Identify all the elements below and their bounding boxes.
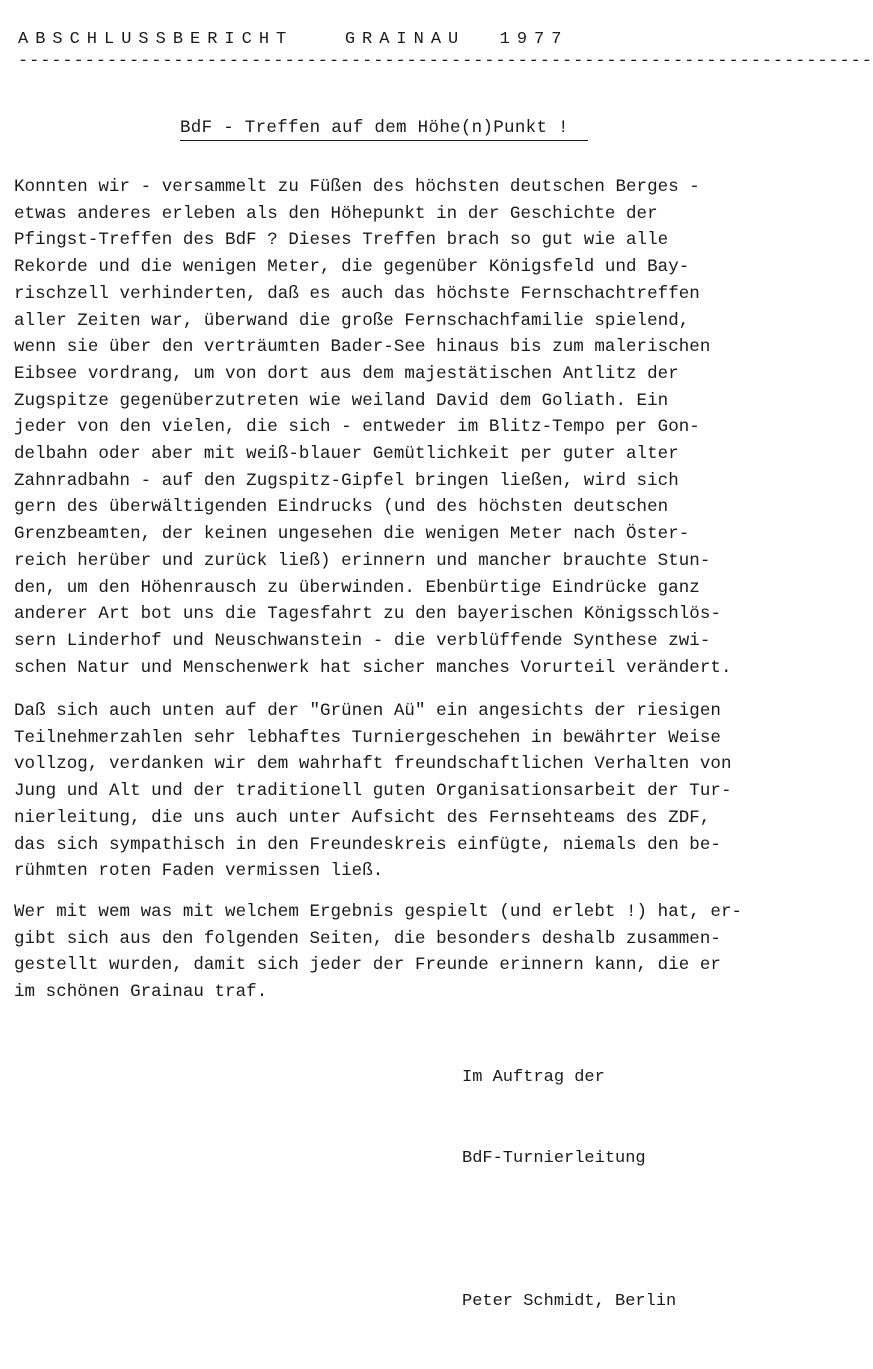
- signature-line-3: Peter Schmidt, Berlin: [462, 1292, 677, 1311]
- signature-line-1: Im Auftrag der: [462, 1068, 605, 1087]
- text-line: reich herüber und zurück ließ) erinnern und mancher brauchte Stun-: [14, 550, 711, 571]
- text-line: gestellt wurden, damit sich jeder der Freunde erinnern kann, die er: [14, 955, 721, 976]
- text-line: sern Linderhof und Neuschwanstein - die verblüffende Synthese zwi-: [14, 630, 711, 651]
- paragraph-3: [14, 899, 784, 1006]
- text-line: Zahnradbahn - auf den Zugspitz-Gipfel bringen ließen, wird sich: [14, 470, 679, 491]
- signature-line-2: BdF-Turnierleitung: [462, 1149, 646, 1168]
- text-line: wenn sie über den verträumten Bader-See hinaus bis zum malerischen: [14, 337, 711, 358]
- text-line: Eibsee vordrang, um von dort aus dem majestätischen Antlitz der: [14, 363, 679, 384]
- report-header: ABSCHLUSSBERICHT GRAINAU 1977: [18, 30, 569, 49]
- signature-block: [462, 1010, 676, 1369]
- text-line: jeder von den vielen, die sich - entweder im Blitz-Tempo per Gon-: [14, 417, 700, 438]
- text-line: Wer mit wem was mit welchem Ergebnis gespielt (und erlebt !) hat, er-: [14, 902, 743, 922]
- text-line: delbahn oder aber mit weiß-blauer Gemütlichkeit per guter alter: [14, 444, 679, 465]
- text-line: anderer Art bot uns die Tagesfahrt zu den bayerischen Königsschlös-: [14, 604, 721, 625]
- text-line: schen Natur und Menschenwerk hat sicher manches Vorurteil verändert.: [14, 657, 732, 678]
- text-line: Rekorde und die wenigen Meter, die gegenüber Königsfeld und Bay-: [14, 257, 690, 278]
- paragraph-2: [14, 698, 784, 885]
- heading-underline: [180, 140, 588, 141]
- text-line: den, um den Höhenrausch zu überwinden. Ebenbürtige Eindrücke ganz: [14, 577, 700, 598]
- text-line: gern des überwältigenden Eindrucks (und des höchsten deutschen: [14, 497, 669, 518]
- text-line: Grenzbeamten, der keinen ungesehen die wenigen Meter nach Öster-: [14, 524, 690, 545]
- header-rule: -----------------------------------------------------------------------------: [18, 52, 873, 71]
- text-line: das sich sympathisch in den Freundeskreis einfügte, niemals den be-: [14, 834, 721, 855]
- text-line: rischzell verhinderten, daß es auch das höchste Fernschachtreffen: [14, 283, 700, 304]
- text-line: Zugspitze gegenüberzutreten wie weiland David dem Goliath. Ein: [14, 390, 669, 411]
- text-line: Jung und Alt und der traditionell guten Organisationsarbeit der Tur-: [14, 781, 732, 802]
- text-line: Konnten wir - versammelt zu Füßen des höchsten deutschen Berges -: [14, 177, 700, 197]
- text-line: rühmten roten Faden vermissen ließ.: [14, 861, 384, 882]
- text-line: Daß sich auch unten auf der "Grünen Aü" ein angesichts der riesigen: [14, 701, 721, 721]
- text-line: Pfingst-Treffen des BdF ? Dieses Treffen brach so gut wie alle: [14, 230, 669, 251]
- text-line: etwas anderes erleben als den Höhepunkt in der Geschichte der: [14, 203, 658, 224]
- text-line: Teilnehmerzahlen sehr lebhaftes Turniergeschehen in bewährter Weise: [14, 727, 721, 748]
- text-line: im schönen Grainau traf.: [14, 982, 268, 1003]
- text-line: vollzog, verdanken wir dem wahrhaft freundschaftlichen Verhalten von: [14, 754, 732, 775]
- paragraph-1: [14, 174, 784, 681]
- text-line: gibt sich aus den folgenden Seiten, die besonders deshalb zusammen-: [14, 928, 721, 949]
- text-line: nierleitung, die uns auch unter Aufsicht des Fernsehteams des ZDF,: [14, 807, 711, 828]
- text-line: aller Zeiten war, überwand die große Fernschachfamilie spielend,: [14, 310, 690, 331]
- article-heading: BdF - Treffen auf dem Höhe(n)Punkt !: [180, 118, 569, 138]
